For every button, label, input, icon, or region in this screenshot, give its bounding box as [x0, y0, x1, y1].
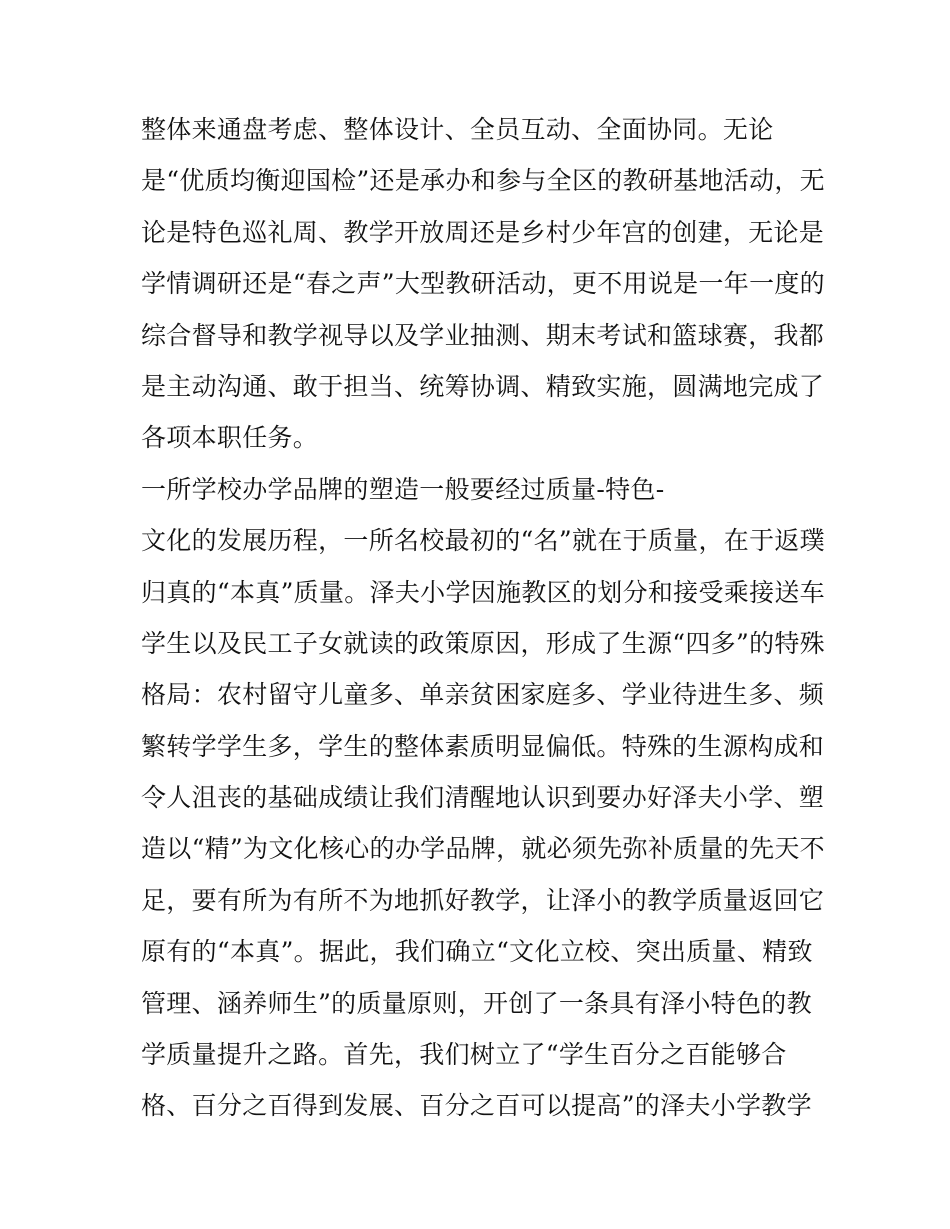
text-line-2: 是“优质均衡迎国检”还是承办和参与全区的教研基地活动，无 [141, 166, 825, 196]
text-line-4: 学情调研还是“春之声”大型教研活动，更不用说是一年一度的 [141, 269, 825, 299]
text-line-14: 令人沮丧的基础成绩让我们清醒地认识到要办好泽夫小学、塑 [141, 783, 825, 813]
text-line-6: 是主动沟通、敢于担当、统筹协调、精致实施，圆满地完成了 [141, 371, 825, 401]
text-line-13: 繁转学学生多，学生的整体素质明显偏低。特殊的生源构成和 [141, 731, 825, 761]
text-line-11: 学生以及民工子女就读的政策原因，形成了生源“四多”的特殊 [141, 628, 825, 658]
text-line-18: 管理、涵养师生”的质量原则，开创了一条具有泽小特色的教 [141, 988, 812, 1018]
text-line-10: 归真的“本真”质量。泽夫小学因施教区的划分和接受乘接送车 [141, 577, 825, 607]
text-line-7: 各项本职任务。 [141, 423, 319, 453]
text-line-12: 格局：农村留守儿童多、单亲贫困家庭多、学业待进生多、频 [141, 680, 825, 710]
text-line-17: 原有的“本真”。据此，我们确立“文化立校、突出质量、精致 [141, 937, 813, 967]
text-line-8: 一所学校办学品牌的塑造一般要经过质量-特色- [141, 474, 665, 504]
text-line-3: 论是特色巡礼周、教学开放周还是乡村少年宫的创建，无论是 [141, 217, 825, 247]
text-line-20: 格、百分之百得到发展、百分之百可以提高”的泽夫小学教学 [141, 1091, 812, 1121]
text-line-9: 文化的发展历程，一所名校最初的“名”就在于质量，在于返璞 [141, 526, 825, 556]
text-line-16: 足，要有所为有所不为地抓好教学，让泽小的教学质量返回它 [141, 885, 825, 915]
text-line-1: 整体来通盘考虑、整体设计、全员互动、全面协同。无论 [141, 115, 774, 144]
text-line-15: 造以“精”为文化核心的办学品牌，就必须先弥补质量的先天不 [141, 834, 825, 864]
text-line-19: 学质量提升之路。首先，我们树立了“学生百分之百能够合 [141, 1040, 787, 1070]
body-text [141, 104, 825, 1132]
text-line-5: 综合督导和教学视导以及学业抽测、期末考试和篮球赛，我都 [141, 320, 825, 350]
